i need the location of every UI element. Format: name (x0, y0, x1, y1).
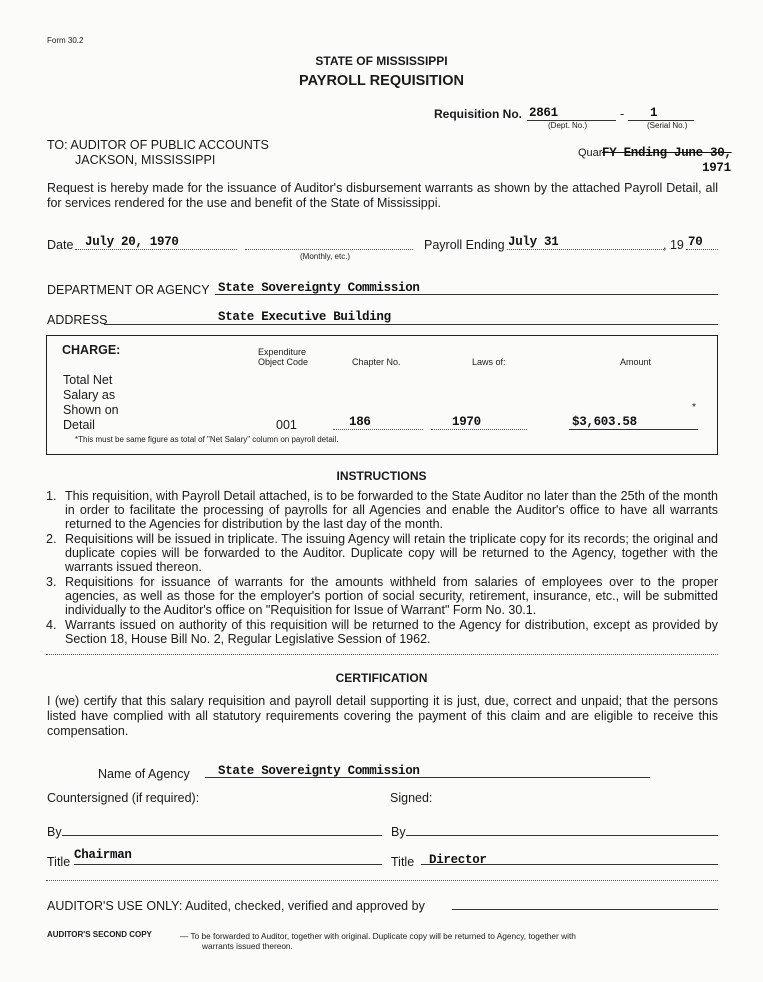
right-title-value: Director (429, 853, 487, 867)
quarter-year: 1971 (702, 161, 731, 175)
instruction-item-2: 2. Requisitions will be issued in triplicate. The issuing Agency will retain the triplicate copy for its records; the original and duplicate copies will be forwarded to the Auditor. Duplicate copy will be returned to the Agency, together with the warrants issued thereon. (46, 532, 718, 574)
requisition-label: Requisition No. (434, 107, 522, 121)
auditor-use-label: AUDITOR'S USE ONLY: Audited, checked, verified and approved by (47, 899, 425, 913)
department-value: State Sovereignty Commission (218, 281, 420, 295)
instruction-item-1: 1. This requisition, with Payroll Detail attached, is to be forwarded to the State Auditor no later than the 25th of the month in order to facilitate the processing of payrolls for all Agencies and enable the Auditor's office to have all warrants returned to the Agencies for distribution by the last day of the month. (46, 489, 718, 531)
laws-of: 1970 (452, 415, 481, 429)
monthly-caption: (Monthly, etc.) (300, 252, 351, 261)
year-suffix: 70 (688, 235, 703, 249)
address-label: ADDRESS (47, 313, 108, 327)
quarter-value: FY Ending June 30, (602, 146, 732, 160)
payroll-ending-label: Payroll Ending (424, 238, 505, 252)
year-prefix: , 19 (663, 238, 684, 252)
auditor-copy-label: AUDITOR'S SECOND COPY (47, 930, 152, 939)
asterisk: * (692, 402, 696, 413)
total-line-1: Total Net (63, 373, 113, 387)
left-title-label: Title (47, 855, 71, 869)
col-chapter: Chapter No. (352, 357, 401, 367)
col-laws: Laws of: (472, 357, 506, 367)
col-amount: Amount (620, 357, 652, 367)
col-expenditure-2: Object Code (258, 357, 309, 367)
to-line-1: TO: AUDITOR OF PUBLIC ACCOUNTS (47, 138, 269, 152)
form-number: Form 30.2 (47, 36, 84, 45)
date-label: Date (47, 238, 74, 252)
right-title-label: Title (391, 855, 415, 869)
department-label: DEPARTMENT OR AGENCY (47, 283, 210, 297)
quarter-label: Quar (578, 147, 603, 159)
total-line-3: Shown on (63, 403, 119, 417)
total-line-4: Detail (63, 418, 95, 432)
left-by-label: By (47, 825, 62, 839)
certification-heading: CERTIFICATION (335, 671, 428, 685)
amount: $3,603.58 (572, 415, 637, 429)
requisition-dash: - (620, 107, 625, 121)
auditor-copy-text-2: warrants issued thereon. (202, 941, 293, 951)
page-title: PAYROLL REQUISITION (299, 73, 464, 89)
signed-label: Signed: (390, 791, 433, 805)
countersigned-label: Countersigned (if required): (47, 791, 200, 805)
chapter-no: 186 (349, 415, 371, 429)
left-title-value: Chairman (74, 848, 132, 862)
total-line-2: Salary as (63, 388, 116, 402)
dept-caption: (Dept. No.) (548, 121, 588, 130)
right-by-label: By (391, 825, 406, 839)
date-value: July 20, 1970 (85, 235, 179, 249)
to-line-2: JACKSON, MISSISSIPPI (75, 153, 216, 167)
address-value: State Executive Building (218, 310, 391, 324)
serial-caption: (Serial No.) (647, 121, 688, 130)
payroll-ending-value: July 31 (508, 235, 559, 249)
serial-number: 1 (650, 106, 658, 120)
certification-text: I (we) certify that this salary requisition and payroll detail supporting it is just, due, correct and unpaid; that the persons listed have complied with all statutory requirements covering the payment of this claim and are eligible to receive this compensation. (47, 694, 718, 738)
charge-label: CHARGE: (62, 343, 121, 357)
state-heading: STATE OF MISSISSIPPI (315, 54, 448, 68)
instruction-item-4: 4. Warrants issued on authority of this requisition will be returned to the Agency for distribution, except as provided by Section 18, House Bill No. 2, Regular Legislative Session of 1962. (46, 618, 718, 646)
col-expenditure-1: Expenditure (258, 347, 307, 357)
auditor-copy-text-1: — To be forwarded to Auditor, together with original. Duplicate copy will be returned to Agency, together with (180, 931, 576, 941)
object-code: 001 (276, 418, 297, 432)
instruction-item-3: 3. Requisitions for issuance of warrants for the amounts withheld from salaries of employees over to the proper agencies, as well as those for the employer's portion of social security, retirement, insurance, etc., will be submitted individually to the Auditor's office on "Requisition for Issue of Warrant" Form No. 30.1. (46, 575, 718, 617)
dept-number: 2861 (529, 106, 558, 120)
instructions-heading: INSTRUCTIONS (336, 469, 427, 483)
agency-value: State Sovereignty Commission (218, 764, 420, 778)
charge-footnote: *This must be same figure as total of "Net Salary" column on payroll detail. (75, 435, 339, 444)
agency-label: Name of Agency (98, 767, 190, 781)
request-text: Request is hereby made for the issuance of Auditor's disbursement warrants as shown by the attached Payroll Detail, all for services rendered for the use and benefit of the State of Mississippi. (47, 181, 718, 210)
